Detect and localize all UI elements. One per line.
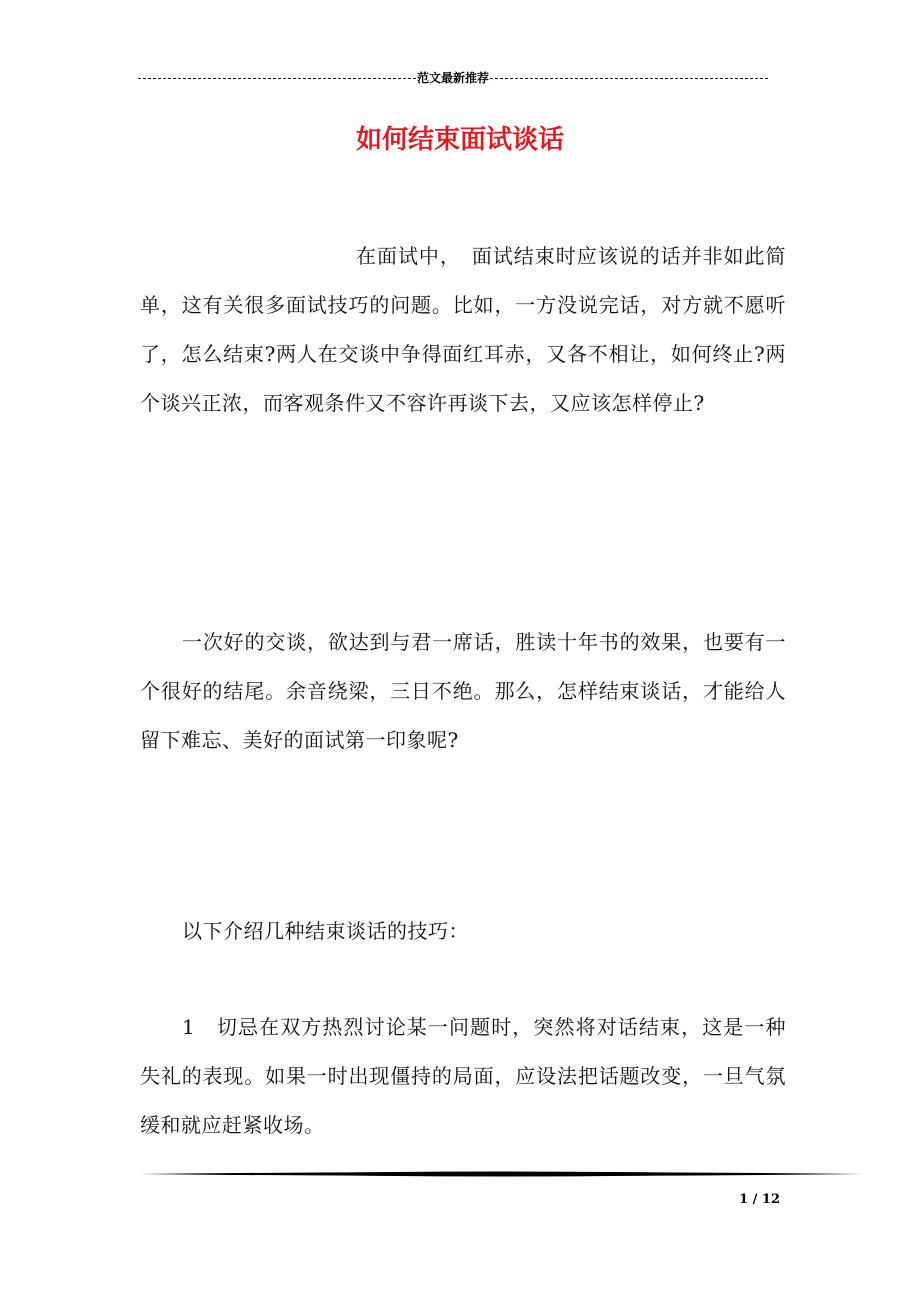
paragraph-4: 1 切忌在双方热烈讨论某一问题时，突然将对话结束，这是一种失礼的表现。如果一时出现僵持的局面，应设法把话题改变，一旦气氛缓和就应赶紧收场。 xyxy=(140,1015,786,1137)
header-label: 范文最新推荐 xyxy=(417,71,490,85)
paragraph-3: 以下介绍几种结束谈话的技巧： xyxy=(182,919,469,943)
footer-rule xyxy=(140,1164,864,1184)
paragraph-2: 一次好的交谈，欲达到与君一席话，胜读十年书的效果，也要有一个很好的结尾。余音绕梁，三日不绝。那么，怎样结束谈话，才能给人留下难忘、美好的面试第一印象呢? xyxy=(140,630,786,752)
header-dash-left xyxy=(138,78,416,79)
paragraph-1: 在面试中， 面试结束时应该说的话并非如此简单，这有关很多面试技巧的问题。比如，一方没说完话，对方就不愿听了，怎么结束?两人在交谈中争得面红耳赤，又各不相让，如何终止?两个谈兴正浓，而客观条件又不容许再谈下去，又应该怎样停止? xyxy=(140,244,786,415)
page-header xyxy=(138,68,768,88)
document-title: 如何结束面试谈话 xyxy=(355,125,564,155)
header-dash-right xyxy=(490,78,768,79)
page-number: 1 / 12 xyxy=(739,1192,780,1207)
